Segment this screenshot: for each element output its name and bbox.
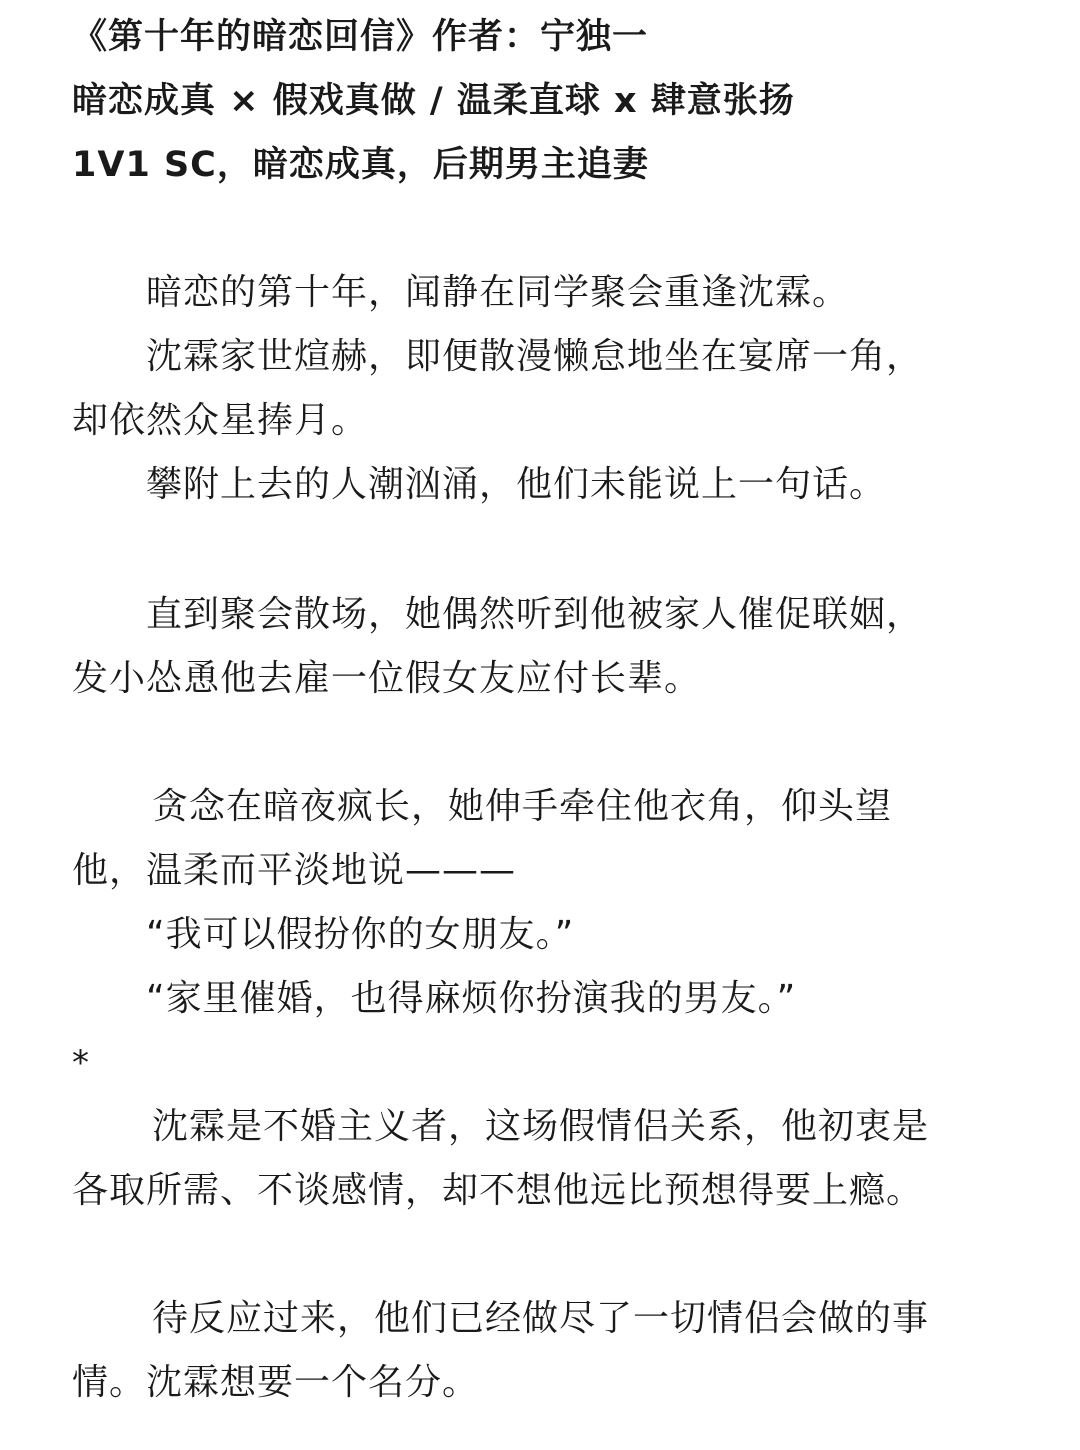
paragraph-line: 发小怂恿他去雇一位假女友应付长辈。 xyxy=(72,658,702,699)
paragraph-line: 待反应过来，他们已经做尽了一切情侣会做的事 xyxy=(152,1298,930,1339)
paragraph-line: 贪念在暗夜疯长，她伸手牵住他衣角，仰头望 xyxy=(152,786,893,827)
paragraph-line: 却依然众星捧月。 xyxy=(72,400,369,441)
meta-line: 1V1 SC，暗恋成真，后期男主追妻 xyxy=(72,145,649,185)
quote-line: “家里催婚，也得麻烦你扮演我的男友。” xyxy=(146,978,797,1019)
paragraph-line: 情。沈霖想要一个名分。 xyxy=(72,1362,480,1403)
paragraph-line: 各取所需、不谈感情，却不想他远比预想得要上瘾。 xyxy=(72,1170,924,1211)
tags-line: 暗恋成真 × 假戏真做 / 温柔直球 x 肆意张扬 xyxy=(72,81,795,121)
paragraph-line: 沈霖家世煊赫，即便散漫懒怠地坐在宴席一角， xyxy=(146,336,924,377)
quote-line: “我可以假扮你的女朋友。” xyxy=(146,914,575,955)
paragraph-line: 沈霖是不婚主义者，这场假情侣关系，他初衷是 xyxy=(152,1106,930,1147)
paragraph-line: 他，温柔而平淡地说——— xyxy=(72,850,517,891)
paragraph-line: 攀附上去的人潮汹涌，他们未能说上一句话。 xyxy=(146,464,887,505)
paragraph-line: 直到聚会散场，她偶然听到他被家人催促联姻， xyxy=(146,594,924,635)
paragraph-line: 暗恋的第十年，闻静在同学聚会重逢沈霖。 xyxy=(146,272,850,313)
section-separator: * xyxy=(72,1043,90,1083)
book-title-line: 《第十年的暗恋回信》作者：宁独一 xyxy=(72,17,649,57)
